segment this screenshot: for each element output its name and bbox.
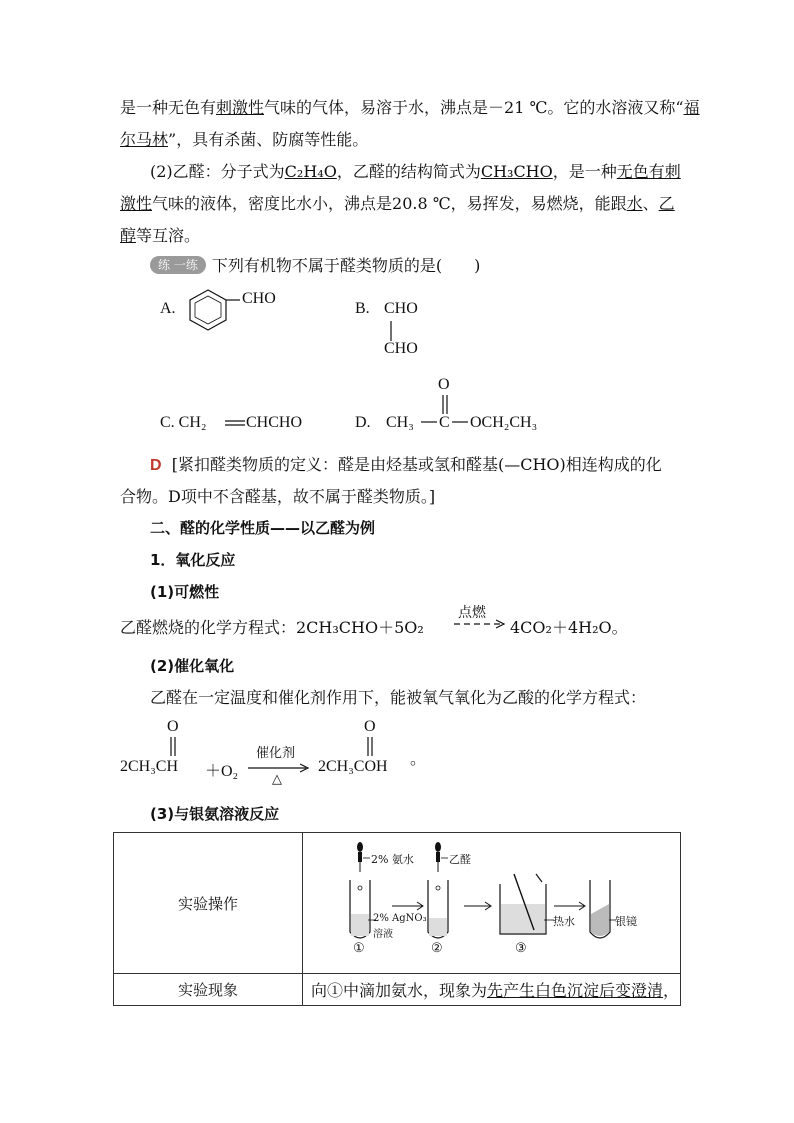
double-bond-icon [224,418,246,428]
option-c-rest: CHCHO [246,414,303,431]
text: 气味的气体，易溶于水，沸点是－21 ℃。它的水溶液又称“ [264,98,684,117]
underlined-text: 福 [683,98,700,117]
label-step-2: ② [430,941,443,956]
bond-line-icon [388,320,394,342]
oxygen-atom: O [364,718,376,735]
oxygen-atom: O [167,718,179,735]
underlined-text: 激性 [120,194,153,213]
double-bond-vertical-icon [440,394,450,416]
reaction-condition: 点燃 [458,604,486,620]
section-heading: 二、醛的化学性质——以乙醛为例 [150,519,376,537]
bond-line-icon [451,418,469,426]
para-1-line-2 [120,124,368,156]
para-1-line-1 [120,92,700,124]
text: 乙醛燃烧的化学方程式：2CH₃CHO＋5O₂ [120,618,424,637]
option-d-ch3: CH₃ [386,414,414,431]
label-acetaldehyde: 乙醛 [448,853,471,866]
underlined-text: 无色有刺 [616,162,681,181]
double-bond-vertical-icon [168,736,178,758]
experiment-figure-cell [302,833,680,974]
text: 乙醛在一定温度和催化剂作用下，能被氧气氧化为乙酸的化学方程式： [150,688,647,707]
label-ammonia: 2% 氨水 [370,853,414,866]
option-d-label: D. [355,414,371,431]
subheading: 1．氧化反应 [150,551,236,569]
text: ，乙醛的结构简式为 [336,162,481,181]
text: ，是一种 [552,162,617,181]
exercise-badge: 练 一练 [150,256,206,274]
para-2-line-3 [120,220,200,252]
combustion-equation [120,612,424,644]
reaction-arrow-icon [452,618,508,630]
text: 等互溶。 [136,226,201,245]
label-silver-mirror: 银镜 [614,915,637,928]
text: [紧扣醛类物质的定义：醛是由烃基或氢和醛基(—CHO)相连构成的化 [171,455,662,474]
underlined-text: 尔马林 [120,130,169,149]
label-agno3: 2% AgNO₃ [372,913,427,924]
option-d-oxygen: O [438,376,450,393]
para-2-line-1 [150,156,681,188]
text: 、 [642,194,659,213]
option-c-label: C. CH₂ [160,414,207,431]
subheading: (3)与银氨溶液反应 [150,805,280,823]
benzene-ring-icon [186,286,246,336]
reactant: 2CH₃CH [120,758,179,775]
label-solution: 溶液 [372,929,393,940]
products: 4CO₂＋4H₂O。 [510,618,628,637]
dropper-icon [357,842,363,872]
formula: CH₃CHO [480,162,553,181]
option-a-group: CHO [242,290,276,307]
underlined-text: 刺激性 [216,98,265,117]
bond-line-icon [420,418,438,426]
row-label: 实验现象 [114,974,303,1006]
underlined-text: 醇 [120,226,137,245]
experiment-table [113,832,681,1006]
para-2-line-2 [120,188,675,220]
text: 是一种无色有 [120,98,217,117]
answer-line-2: 合物。D项中不含醛基，故不属于醛类物质。] [120,487,436,506]
text: 气味的液体，密度比水小，沸点是20.8 ℃，易挥发，易燃烧，能跟 [152,194,627,213]
dropper-icon [435,842,441,872]
option-b-bottom: CHO [384,340,418,357]
formula: C₂H₄O [284,162,337,181]
label-hot-water: 热水 [552,915,575,928]
text: (2)乙醛：分子式为 [150,162,285,181]
answer-line-1 [150,449,662,482]
catalyst-label: 催化剂 [256,745,296,760]
underlined-text: 先产生白色沉淀后变澄清 [486,981,663,1000]
row-label: 实验操作 [114,833,303,974]
subheading: (1)可燃性 [150,583,220,601]
text: 向①中滴加氨水，现象为 [310,981,487,1000]
underlined-text: 水 [626,194,643,213]
option-b-label: B. [355,300,370,317]
period: 。 [410,751,427,768]
exercise-question [150,250,480,282]
subheading: (2)催化氧化 [150,657,235,675]
heat-label: △ [272,772,282,787]
underlined-text: 乙 [658,194,675,213]
double-bond-vertical-icon [365,736,375,758]
text: ”，具有杀菌、防腐等性能。 [168,130,369,149]
text: ， [662,981,679,1000]
product: 2CH₃COH [318,758,388,775]
label-step-1: ① [352,941,365,956]
option-b-top: CHO [384,300,418,317]
option-d-rest: OCH₂CH₃ [470,414,538,431]
option-d-carbon: C [439,414,450,431]
option-a-label: A. [160,300,176,317]
label-step-3: ③ [514,941,527,956]
answer-letter: D [150,457,162,474]
reactant-o2: ＋O₂ [205,763,239,780]
phenomenon-cell [302,974,680,1006]
question-text: 下列有机物不属于醛类物质的是( ) [211,256,481,275]
